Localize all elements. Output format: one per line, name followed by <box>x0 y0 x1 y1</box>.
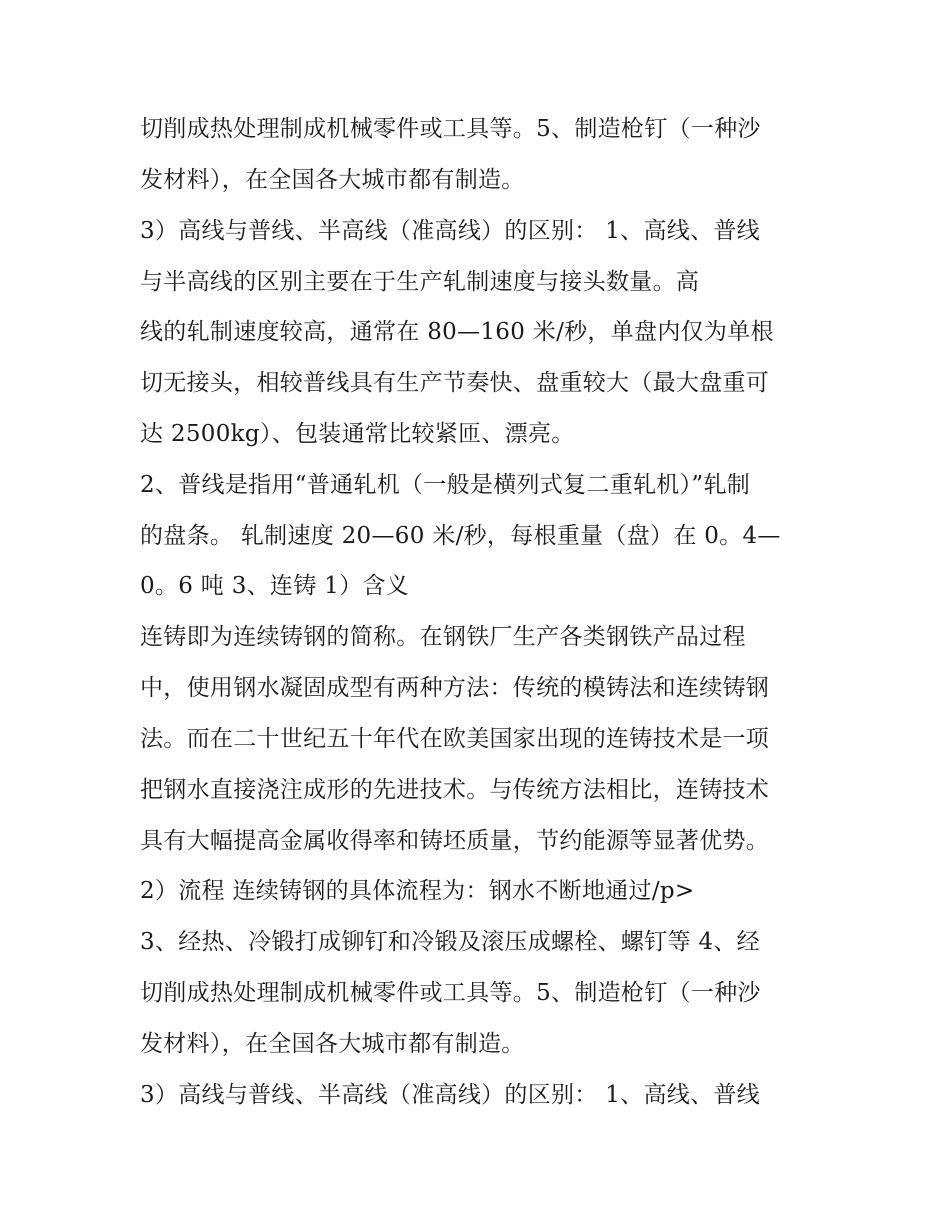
text-line: 3）高线与普线、半高线（准高线）的区别： 1、高线、普线 <box>140 1082 760 1108</box>
text-line: 切削成热处理制成机械零件或工具等。5、制造枪钉（一种沙 <box>140 980 761 1006</box>
text-line: 连铸即为连续铸钢的简称。在钢铁厂生产各类钢铁产品过程 <box>140 624 746 650</box>
text-line: 中，使用钢水凝固成型有两种方法：传统的模铸法和连续铸钢 <box>140 675 770 701</box>
text-line: 与半高线的区别主要在于生产轧制速度与接头数量。高 <box>140 269 700 295</box>
text-line: 达 2500kg）、包装通常比较紧匝、漂亮。 <box>140 421 575 447</box>
text-line: 具有大幅提高金属收得率和铸坯质量，节约能源等显著优势。 <box>140 828 770 854</box>
text-line: 2、普线是指用“普通轧机（一般是横列式复二重轧机）”轧制 <box>140 472 751 498</box>
text-line: 法。而在二十世纪五十年代在欧美国家出现的连铸技术是一项 <box>140 726 770 752</box>
text-line: 把钢水直接浇注成形的先进技术。与传统方法相比，连铸技术 <box>140 777 770 803</box>
text-line: 0。6 吨 3、连铸 1）含义 <box>140 573 409 599</box>
text-line: 3、经热、冷锻打成铆钉和冷锻及滚压成螺栓、螺钉等 4、经 <box>140 929 760 955</box>
text-line: 发材料），在全国各大城市都有制造。 <box>140 167 525 193</box>
text-line: 切削成热处理制成机械零件或工具等。5、制造枪钉（一种沙 <box>140 116 761 142</box>
text-line: 切无接头，相较普线具有生产节奏快、盘重较大（最大盘重可 <box>140 370 770 396</box>
text-line: 3）高线与普线、半高线（准高线）的区别： 1、高线、普线 <box>140 218 760 244</box>
text-line: 发材料），在全国各大城市都有制造。 <box>140 1031 525 1057</box>
text-line: 的盘条。 轧制速度 20—60 米/秒，每根重量（盘）在 0。4— <box>140 523 781 549</box>
text-line: 线的轧制速度较高，通常在 80—160 米/秒，单盘内仅为单根 <box>140 319 774 345</box>
text-line: 2）流程 连续铸钢的具体流程为：钢水不断地通过/p> <box>140 878 695 904</box>
